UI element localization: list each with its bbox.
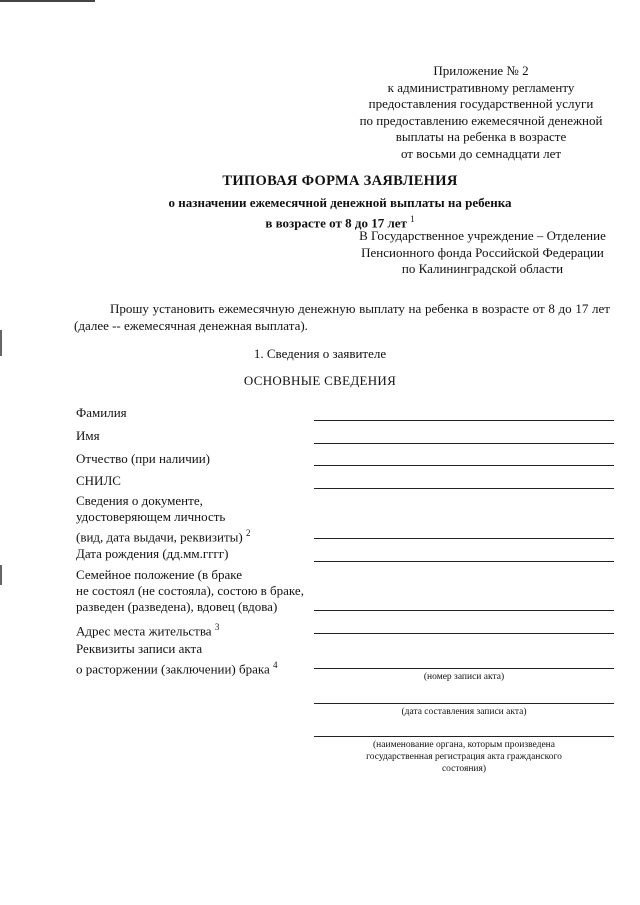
addressee-line: В Государственное учреждение – Отделение [359,228,606,243]
annex-line: выплаты на ребенка в возрасте [395,129,567,144]
residence-label [76,619,219,639]
addressee-block [340,228,625,278]
label-line: не состоял (не состояла), состою в браке, [76,583,304,598]
name-label: Имя [76,428,100,443]
snils-label: СНИЛС [76,473,121,488]
footnote-marker: 4 [273,660,278,670]
patronymic-label: Отчество (при наличии) [76,451,211,466]
birth-date-field[interactable] [314,561,614,562]
label-line: удостоверяющем личность [76,509,226,524]
patronymic-field[interactable] [314,465,614,466]
footnote-marker: 3 [214,622,220,632]
label-text: Адрес места жительства [76,623,212,639]
label-line: Сведения о документе, [76,493,203,508]
scan-edge-mark [0,565,2,585]
annex-header [340,63,622,162]
addressee-line: по Калининградской области [401,261,564,276]
label-line: Семейное положение (в браке [76,567,243,582]
form-title-sub: о назначении ежемесячной денежной выплаты на ребенка [168,195,512,210]
form-title-age: в возрасте от 8 до 17 лет [265,215,407,231]
surname-field[interactable] [314,420,614,421]
label-text: (вид, дата выдачи, реквизиты) [76,529,243,545]
label-line [76,525,250,545]
marital-status-field[interactable] [314,610,614,611]
act-number-field[interactable] [314,668,614,669]
snils-field[interactable] [314,488,614,489]
label-text: о расторжении (заключении) брака [76,661,270,677]
section-subtitle: ОСНОВНЫЕ СВЕДЕНИЯ [243,373,397,388]
identity-doc-label [76,493,250,545]
annex-line: предоставления государственной услуги [368,96,594,111]
label-line: Реквизиты записи акта [76,641,203,656]
label-line: разведен (разведена), вдовец (вдова) [76,599,278,614]
marital-status-label [76,567,304,615]
annex-line: от восьми до семнадцати лет [400,145,562,161]
footnote-marker: 1 [410,214,415,224]
act-record-label [76,641,278,677]
birth-date-label: Дата рождения (дд.мм.гггг) [76,546,229,561]
form-title [150,172,530,231]
act-number-caption: (номер записи акта) [423,672,505,682]
label-line [76,657,278,677]
residence-field[interactable] [314,633,614,634]
footnote-marker: 2 [245,528,251,538]
section-title: 1. Сведения о заявителе [253,346,387,361]
annex-line: по предоставлению ежемесячной денежной [359,112,603,128]
annex-line: к административному регламенту [387,79,575,95]
request-paragraph: Прошу установить ежемесячную денежную выплату на ребенка в возрасте от 8 до 17 лет (далее -- ежемесячная денежная выплата). [74,301,610,333]
name-field[interactable] [314,443,614,444]
caption-line: состояния) [441,764,487,774]
caption-line: (наименование органа, которым произведена [373,740,555,750]
act-date-caption: (дата составления записи акта) [401,707,527,717]
surname-label: Фамилия [76,405,127,420]
registration-authority-caption [314,739,614,775]
annex-line: Приложение № 2 [433,63,529,78]
identity-doc-field[interactable] [314,538,614,539]
form-title-main: ТИПОВАЯ ФОРМА ЗАЯВЛЕНИЯ [222,173,458,189]
act-date-field[interactable] [314,703,614,704]
caption-line: государственная регистрация акта гражданского [366,752,562,762]
addressee-line: Пенсионного фонда Российской Федерации [361,244,604,260]
scan-artifact-line [0,0,95,2]
registration-authority-field[interactable] [314,736,614,737]
